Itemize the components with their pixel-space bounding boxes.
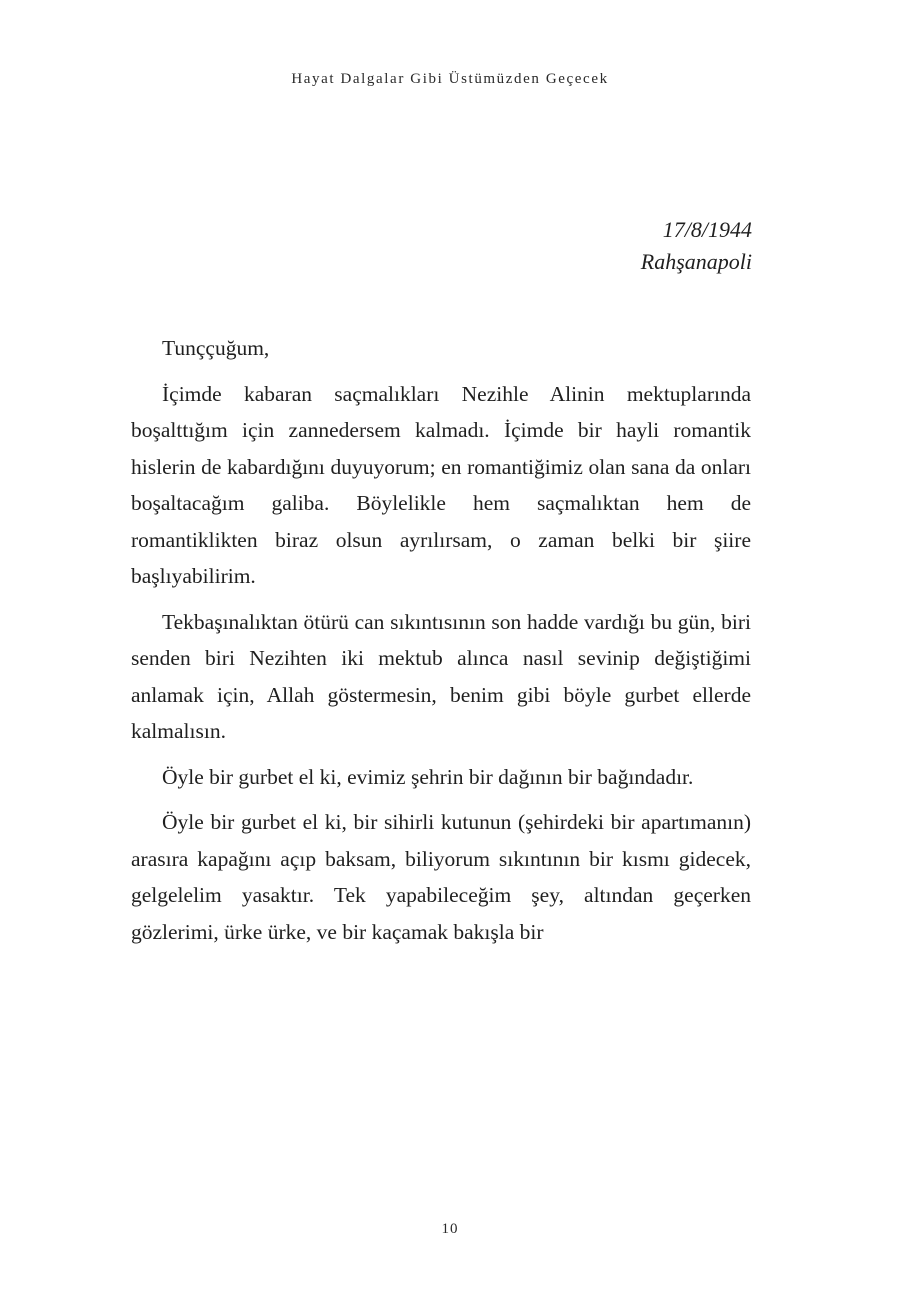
letter-paragraph: Öyle bir gurbet el ki, bir sihirli kutunun (şehirdeki bir apartımanın) arasıra kapağını açıp baksam, biliyorum sıkıntının bir kısmı gidecek, gelgelelim yasaktır. Tek yapabileceğim şey, altından geçerken gözlerimi, ürke ürke, ve bir kaçamak bakışla bir: [131, 810, 751, 944]
letter-date: 17/8/1944: [662, 217, 752, 242]
running-header: Hayat Dalgalar Gibi Üstümüzden Geçecek: [291, 71, 609, 87]
letter-paragraph: İçimde kabaran saçmalıkları Nezihle Alinin mektuplarında boşalttığım için zannedersem kalmadı. İçimde bir hayli romantik hislerin de kabardığını duyuyorum; en romantiğimiz olan sana da onları boşaltacağım galiba. Böylelikle hem saçmalıktan hem de romantiklikten biraz olsun ayrılırsam, o zaman belki bir şiire başlıyabilirim.: [131, 381, 751, 588]
letter-paragraph: Tekbaşınalıktan ötürü can sıkıntısının son hadde vardığı bu gün, biri senden biri Nezihten iki mektub alınca nasıl sevinip değiştiğimi anlamak için, Allah göstermesin, benim gibi böyle gurbet ellerde kalmalısın.: [131, 609, 751, 743]
letter-place: Rahşanapoli: [640, 249, 752, 274]
letter-salutation: Tunççuğum,: [162, 336, 270, 360]
letter-paragraph: Öyle bir gurbet el ki, evimiz şehrin bir dağının bir bağındadır.: [162, 764, 694, 789]
letter-dateline: [641, 214, 752, 278]
page-number: 10: [441, 1221, 459, 1237]
letter-body: [131, 330, 751, 959]
